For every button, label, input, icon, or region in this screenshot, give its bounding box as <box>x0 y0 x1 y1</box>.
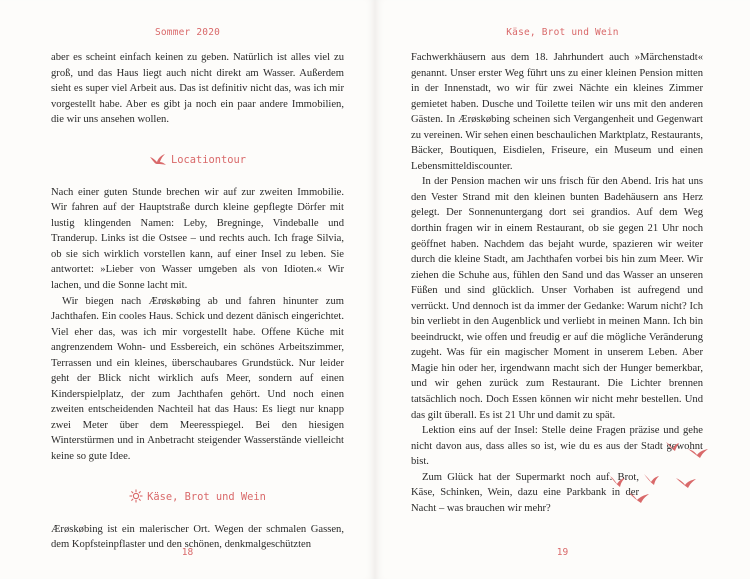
paragraph: In der Pension machen wir uns frisch für den Abend. Iris hat uns den Vester Strand mit den kleinen bunten Badehäusern ans Herz gelegt. Der Sonnenuntergang dort sei grandios. Auf dem Weg dorthin fragen wir in einem Restaurant, ob sie gegen 21 Uhr noch geöffnet haben. Nachdem das bejaht wurde, spazieren wir weiter durch die kleine Stadt, am Jachthafen vorbei bis hin zum Meer. Wir ziehen die Schuhe aus, fühlen den Sand und das Wasser an unseren Füßen und sind glücklich. Unser Vorhaben ist aufregend und verrückt. Und dennoch ist da immer der Gedanke: Warum nicht? Ich bin verliebt in den Augenblick und verliebt in meinen Mann. Ich bin beeindruckt, wie offen und freudig er auf die mögliche Veränderung zugeht. Was für ein magischer Moment in unserem Leben. Aber Magie hin oder her, irgendwann macht sich der Hunger bemerkbar, und wir gehen zurück zum Restaurant. Die Lichter brennen tatsächlich noch. Doch Essen können wir nicht mehr bestellen. Und das gilt überall. Es ist 21 Uhr und damit zu spät. <box>411 176 703 421</box>
section-heading-kaese-brot-wein <box>51 489 344 508</box>
paragraph: Ærøskøbing ist ein malerischer Ort. Wegen der schmalen Gassen, dem Kopfsteinpflaster und den schönen, denkmalgeschützten <box>51 523 344 551</box>
running-head-right: Käse, Brot und Wein <box>506 27 619 38</box>
paragraph: Fachwerkhäusern aus dem 18. Jahrhundert auch »Märchenstadt« genannt. Unser erster Weg führt uns zu einer kleinen Pension mitten in der Innenstadt, wo wir für zwei Nächte ein kleines Zimmer gemietet haben. Dusche und Toilette teilen wir uns mit den anderen Gästen. In Ærøskøbing scheinen sich Vergangenheit und Gegenwart zu vereinen. Wir sehen einen beschaulichen Marktplatz, Restaurants, Bäcker, Boutiquen, Eisdielen, Friseure, ein Museum und einen Lebensmitteldiscounter. <box>411 52 703 172</box>
running-head-left: Sommer 2020 <box>154 27 221 38</box>
heading-text: Locationtour <box>170 153 247 166</box>
left-page-text <box>51 50 344 553</box>
page-number-right: 19 <box>556 547 569 558</box>
sun-icon <box>129 489 143 508</box>
section-heading-locationtour <box>51 152 344 171</box>
page-number-left: 18 <box>181 547 194 558</box>
flying-birds-icon <box>604 440 720 512</box>
paragraph: Wir biegen nach Ærøskøbing ab und fahren hinunter zum Jachthafen. Ein cooles Haus. Schick und dezent dänisch eingerichtet. Viel eher das, was ich mir vorgestellt habe. Offene Küche mit angrenzendem Wohn- und Essbereich, ein schönes Arbeitszimmer, Terrassen und ein kleines, überschaubares Grundstück. Nur leider geht der Blick nicht wirklich aufs Meer, sondern auf einen Kinderspielplatz, der zum Jachthafen gehört. Und noch einen zweiten entscheidenden Nachteil hat das Haus: Es liegt nur knapp zwei Meter über dem Meeresspiegel. Bei den hiesigen Winterstürmen und in Anbetracht steigender Wasserstände vielleicht keine so gute Idee. <box>51 295 344 463</box>
bird-icon <box>149 153 167 171</box>
paragraph: Nach einer guten Stunde brechen wir auf zur zweiten Immobilie. Wir fahren auf der Hauptstraße durch kleine gepflegte Dörfer mit lustig klingenden Namen: Leby, Bregninge, Vindeballe und Tranderup. Links ist die Ostsee – und rechts auch. Ich frage Silvia, ob sie sich wirklich vorstellen kann, auf einer Insel zu leben. Sie antwortet: »Lieber von Wasser umgeben als von Idioten.« Wir lachen, und die Sonne lacht mit. <box>51 186 344 292</box>
paragraph: Lektion eins auf der Insel: Stelle deine Fragen präzise und gehe nicht davon aus, dass alles so ist, wie du es aus der Stadt gewohnt bist. <box>411 425 703 468</box>
paragraph: Zum Glück hat der Supermarkt noch auf. Brot, Käse, Schinken, Wein, dazu eine Parkbank in der Nacht – was brauchen wir mehr? <box>411 471 639 514</box>
heading-text: Käse, Brot und Wein <box>147 490 266 503</box>
paragraph: aber es scheint einfach keinen zu geben. Natürlich ist alles viel zu groß, und das Haus liegt auch nicht direkt am Wasser. Außerdem sieht es super viel Arbeit aus. Das ist definitiv nicht das, was ich mir vorgestellt habe. Aber es gibt ja noch ein paar andere Immobilien, die wir uns ansehen wollen. <box>51 52 344 126</box>
